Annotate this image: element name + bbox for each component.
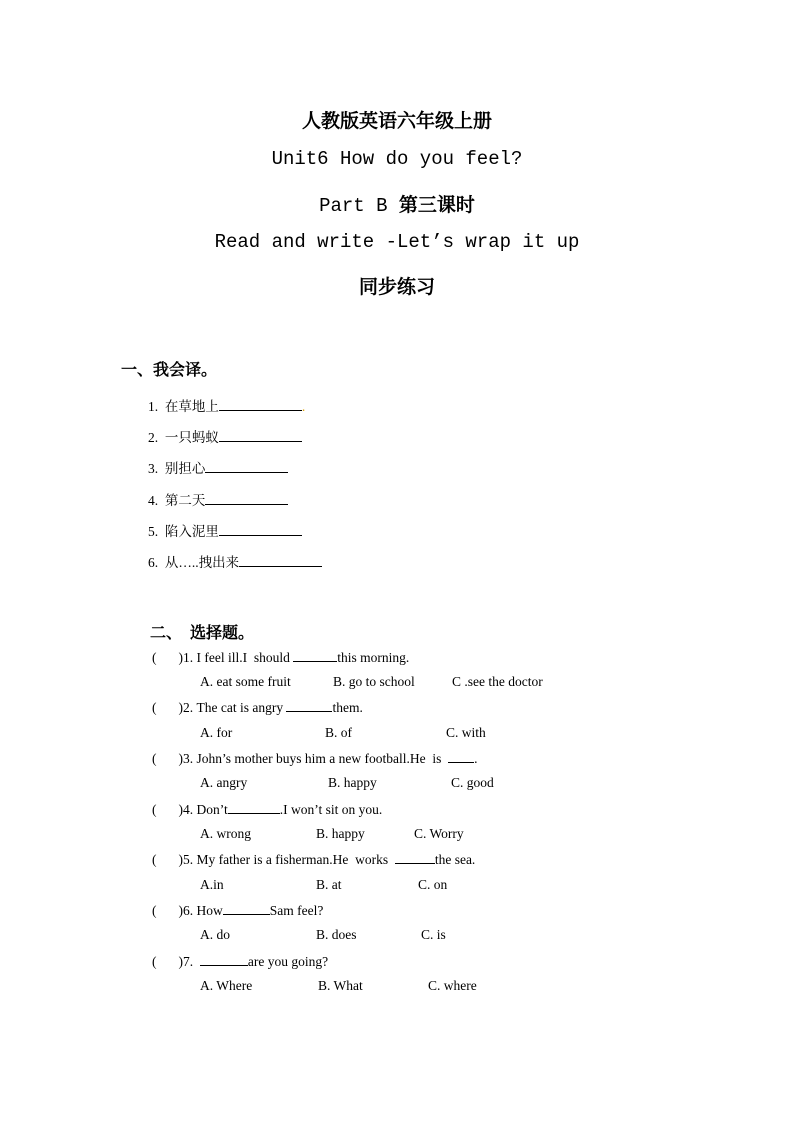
item-text: 陷入泥里 [164, 524, 219, 539]
translate-item [148, 426, 302, 446]
open-paren: ( [152, 903, 157, 918]
answer-blank[interactable] [293, 649, 337, 662]
question-text-end: .I won’t sit on you. [279, 802, 383, 817]
translate-item [148, 489, 288, 509]
option-b[interactable]: B. go to school [333, 674, 415, 689]
question-text: My father is a fisherman.He works [196, 852, 395, 867]
question-number: )3. [178, 751, 194, 766]
answer-blank[interactable] [223, 902, 270, 915]
part-title [0, 190, 794, 217]
question-text-end: this morning. [337, 650, 410, 665]
option-b[interactable]: B. What [318, 978, 363, 993]
question-row [152, 953, 328, 970]
item-number: 2. [148, 430, 159, 445]
item-number: 6. [148, 555, 159, 570]
translate-item [148, 395, 305, 415]
open-paren: ( [152, 751, 157, 766]
question-row [152, 801, 382, 818]
answer-blank[interactable] [219, 396, 302, 411]
question-number: )7. [178, 954, 194, 969]
question-row [152, 699, 363, 716]
open-paren: ( [152, 954, 157, 969]
option-b[interactable]: B. happy [328, 775, 377, 790]
section2-heading: 二、 选择题。 [150, 625, 255, 642]
open-paren: ( [152, 852, 157, 867]
question-text-end: Sam feel? [269, 903, 324, 918]
translate-item [148, 457, 288, 477]
option-a[interactable]: A. wrong [200, 826, 251, 841]
answer-blank[interactable] [286, 699, 332, 712]
question-number: )5. [178, 852, 194, 867]
option-a[interactable]: A. for [200, 725, 233, 740]
translate-item [148, 520, 302, 540]
question-text: How [196, 903, 223, 918]
item-number: 3. [148, 461, 159, 476]
answer-blank[interactable] [200, 953, 248, 966]
question-text-end: the sea. [434, 852, 476, 867]
answer-blank[interactable] [219, 427, 302, 442]
option-b[interactable]: B. at [316, 877, 342, 892]
option-c[interactable]: C. Worry [414, 826, 464, 841]
item-text: 第二天 [164, 493, 206, 508]
question-row [152, 902, 323, 919]
answer-blank[interactable] [219, 521, 302, 536]
item-text: 从…..拽出来 [164, 555, 240, 570]
option-c[interactable]: C. with [446, 725, 486, 740]
option-b[interactable]: B. does [316, 927, 357, 942]
item-number: 5. [148, 524, 159, 539]
question-number: )2. [178, 700, 194, 715]
subtitle: 同步练习 [358, 277, 435, 298]
answer-blank[interactable] [228, 801, 280, 814]
part-cn: 第三课时 [398, 195, 475, 216]
question-row [152, 851, 475, 868]
question-text: Don’t [196, 802, 228, 817]
option-c[interactable]: C .see the doctor [452, 674, 543, 689]
translate-item [148, 551, 322, 571]
open-paren: ( [152, 650, 157, 665]
question-number: )1. [178, 650, 194, 665]
option-c[interactable]: C. is [421, 927, 446, 942]
option-a[interactable]: A. angry [200, 775, 248, 790]
option-b[interactable]: B. happy [316, 826, 365, 841]
answer-blank[interactable] [205, 458, 288, 473]
answer-blank[interactable] [205, 490, 288, 505]
open-paren: ( [152, 700, 157, 715]
item-text: 在草地上 [164, 399, 219, 414]
question-text-end: . [474, 751, 478, 766]
part-en: Part B [319, 195, 399, 217]
option-a[interactable]: A. do [200, 927, 230, 942]
item-text: 一只蚂蚁 [164, 430, 219, 445]
answer-blank[interactable] [395, 851, 435, 864]
question-text: I feel ill.I should [196, 650, 294, 665]
answer-blank[interactable] [448, 750, 474, 763]
option-a[interactable]: A.in [200, 877, 224, 892]
option-c[interactable]: C. where [428, 978, 477, 993]
document-title: 人教版英语六年级上册 [301, 111, 492, 132]
question-text: John’s mother buys him a new football.He is [196, 751, 449, 766]
question-text: The cat is angry [196, 700, 287, 715]
section1-heading: 一、我会译。 [121, 362, 218, 379]
yellow-dot: . [301, 399, 306, 414]
option-b[interactable]: B. of [325, 725, 352, 740]
question-row [152, 750, 477, 767]
item-text: 别担心 [164, 461, 206, 476]
question-text-end: them. [332, 700, 363, 715]
open-paren: ( [152, 802, 157, 817]
option-c[interactable]: C. on [418, 877, 448, 892]
question-text-end: are you going? [247, 954, 329, 969]
lesson-title: Read and write -Let’s wrap it up [214, 231, 580, 253]
option-a[interactable]: A. eat some fruit [200, 674, 291, 689]
question-number: )4. [178, 802, 194, 817]
option-c[interactable]: C. good [451, 775, 494, 790]
question-row [152, 649, 409, 666]
item-number: 1. [148, 399, 159, 414]
answer-blank[interactable] [239, 552, 322, 567]
unit-title: Unit6 How do you feel? [271, 148, 523, 170]
question-number: )6. [178, 903, 194, 918]
item-number: 4. [148, 493, 159, 508]
option-a[interactable]: A. Where [200, 978, 253, 993]
